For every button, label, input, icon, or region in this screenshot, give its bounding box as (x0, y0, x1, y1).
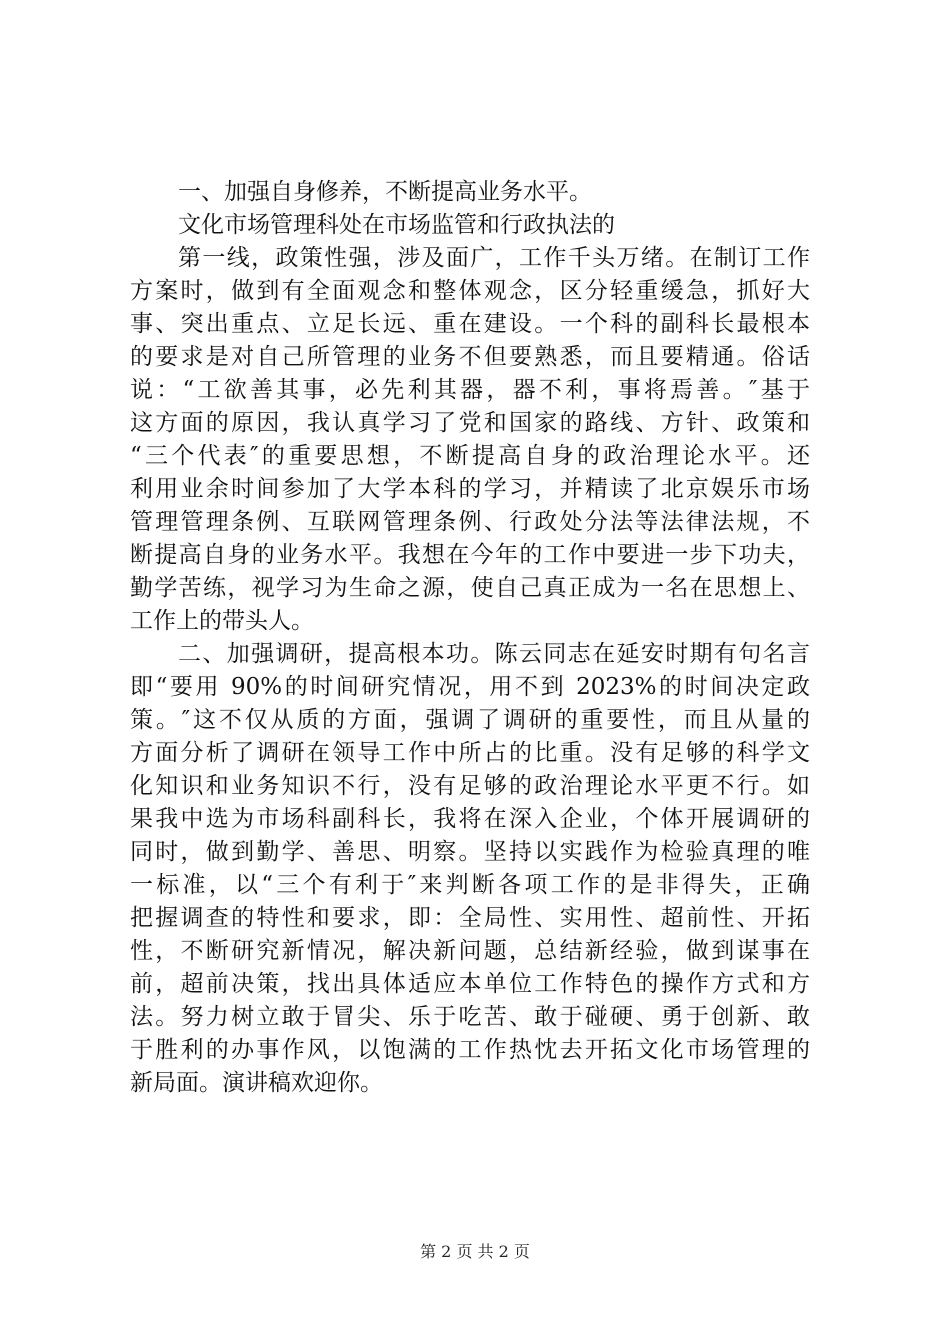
text-line: 事、突出重点、立足长远、重在建设。一个科的副科长最根本 (130, 311, 810, 337)
text-line: 方面分析了调研在领导工作中所占的比重。没有足够的科学文 (130, 740, 810, 766)
text-line: 一标准，以“三个有利于″来判断各项工作的是非得失，正确 (130, 872, 810, 898)
text-line: 同时，做到勤学、善思、明察。坚持以实践作为检验真理的唯 (130, 839, 810, 865)
text-line: 性，不断研究新情况，解决新问题，总结新经验，做到谋事在 (130, 938, 810, 964)
text-line: 利用业余时间参加了大学本科的学习，并精读了北京娱乐市场 (130, 476, 810, 502)
text-line: 工作上的带头人。 (130, 608, 314, 634)
text-line: 文化市场管理科处在市场监管和行政执法的 (178, 212, 615, 238)
text-line: 方案时，做到有全面观念和整体观念，区分轻重缓急，抓好大 (130, 278, 810, 304)
text-line: 把握调查的特性和要求，即：全局性、实用性、超前性、开拓 (130, 905, 810, 931)
text-line: 断提高自身的业务水平。我想在今年的工作中要进一步下功夫， (130, 542, 810, 568)
text-line: “三个代表″的重要思想，不断提高自身的政治理论水平。还 (130, 443, 810, 469)
page-footer: 第 2 页 共 2 页 (420, 1242, 530, 1261)
text-line: 于胜利的办事作风，以饱满的工作热忱去开拓文化市场管理的 (130, 1037, 810, 1063)
section-heading-2: 二、加强调研，提高根本功。陈云同志在延安时期有句名言 (178, 641, 810, 667)
text-line: 策。″这不仅从质的方面，强调了调研的重要性，而且从量的 (130, 707, 810, 733)
text-line: 法。努力树立敢于冒尖、乐于吃苦、敢于碰硬、勇于创新、敢 (130, 1004, 810, 1030)
text-line: 即“要用 90%的时间研究情况，用不到 2023%的时间决定政 (130, 674, 810, 700)
text-line: 勤学苦练，视学习为生命之源，使自己真正成为一名在思想上、 (130, 575, 810, 601)
text-line: 这方面的原因，我认真学习了党和国家的路线、方针、政策和 (130, 410, 810, 436)
text-line: 第一线，政策性强，涉及面广，工作千头万绪。在制订工作 (178, 245, 810, 271)
text-line: 管理管理条例、互联网管理条例、行政处分法等法律法规，不 (130, 509, 810, 535)
text-line: 化知识和业务知识不行，没有足够的政治理论水平更不行。如 (130, 773, 810, 799)
text-line: 新局面。演讲稿欢迎你。 (130, 1070, 383, 1096)
text-line: 前，超前决策，找出具体适应本单位工作特色的操作方式和方 (130, 971, 810, 997)
document-body (130, 176, 810, 1100)
text-line: 的要求是对自己所管理的业务不但要熟悉，而且要精通。俗话 (130, 344, 810, 370)
text-line: 果我中选为市场科副科长，我将在深入企业，个体开展调研的 (130, 806, 810, 832)
text-line: 说：“工欲善其事，必先利其器，器不利，事将焉善。″基于 (130, 377, 810, 403)
section-heading-1: 一、加强自身修养，不断提高业务水平。 (178, 179, 592, 205)
